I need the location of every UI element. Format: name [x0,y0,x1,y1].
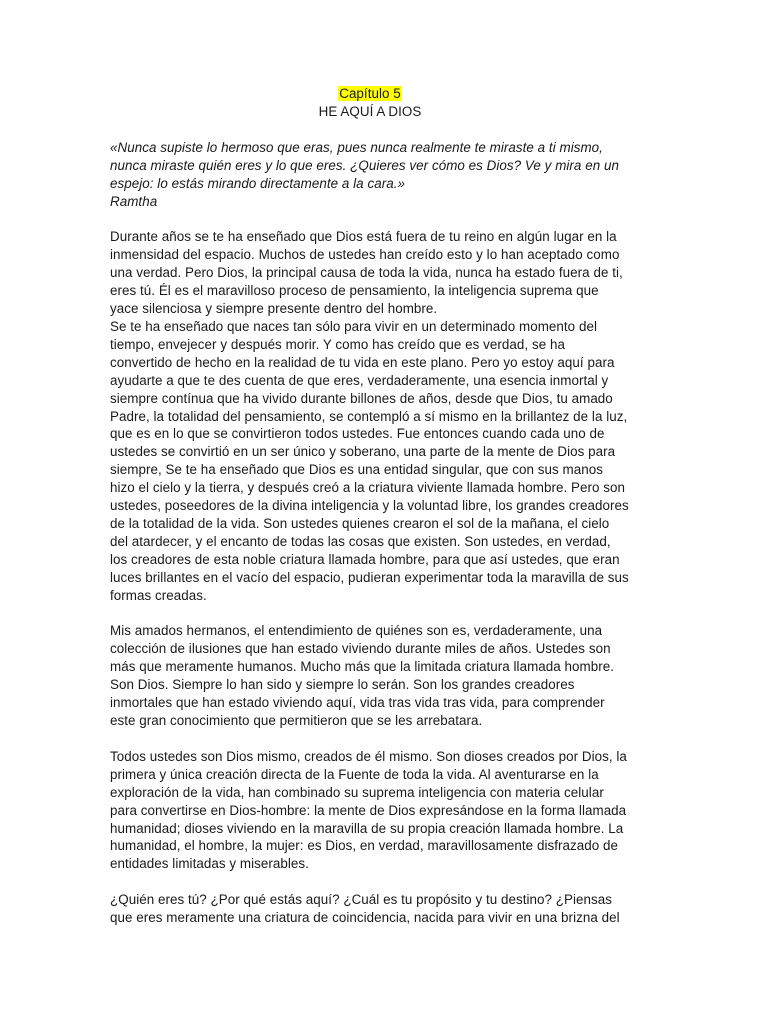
chapter-label: Capítulo 5 [339,86,401,101]
epigraph-author: Ramtha [110,193,158,209]
paragraph-1: Durante años se te ha enseñado que Dios está fuera de tu reino en algún lugar en la inmensidad del espacio. Muchos de ustedes han creído esto y lo han aceptado como una verdad. Pero Dios, la principal causa de toda la vida, nunca ha estado fuera de ti, eres tú. Él es el maravilloso proceso de pensamiento, la inteligencia suprema que yace silenciosa y siempre presente dentro del hombre. [110,229,623,317]
paragraph-2: Se te ha enseñado que naces tan sólo para vivir en un determinado momento del tiempo, envejecer y después morir. Y como has creído que es verdad, se ha convertido de hecho en la realidad de tu vida en este plano. Pero yo estoy aquí para ayudarte a que te des cuenta de que eres, verdaderamente, una esencia inmortal y siempre contínua que ha vivido durante billones de años, desde que Dios, tu amado Padre, la totalidad del pensamiento, se contempló a sí mismo en la brillantez de la luz, que es en lo que se convirtieron todos ustedes. Fue entonces cuando cada uno de ustedes se convirtió en un ser único y soberano, una parte de la mente de Dios para siempre, Se te ha enseñado que Dios es una entidad singular, que con sus manos hizo el cielo y la tierra, y después creó a la criatura viviente llamada hombre. Pero son ustedes, poseedores de la divina inteligencia y la voluntad libre, los grandes creadores de la totalidad de la vida. Son ustedes quienes crearon el sol de la mañana, el cielo del atardecer, y el encanto de todas las cosas que existen. Son ustedes, en verdad, los creadores de esta noble criatura llamada hombre, para que así ustedes, que eran luces brillantes en el vacío del espacio, pudieran experimentar toda la maravilla de sus formas creadas. [110,318,629,603]
paragraph-3: Mis amados hermanos, el entendimiento de quiénes son es, verdaderamente, una colección de ilusiones que han estado viviendo durante miles de años. Ustedes son más que meramente humanos. Mucho más que la limitada criatura llamada hombre. Son Dios. Siempre lo han sido y siempre lo serán. Son los grandes creadores inmortales que han estado viviendo aquí, vida tras vida tras vida, para comprender este gran conocimiento que permitieron que se les arrebatara. [110,623,615,728]
paragraph-5: ¿Quién eres tú? ¿Por qué estás aquí? ¿Cuál es tu propósito y tu destino? ¿Piensas que eres meramente una criatura de coincidencia, nacida para vivir en una brizna del [110,892,620,926]
chapter-heading [110,85,630,103]
epigraph-quote: «Nunca supiste lo hermoso que eras, pues nunca realmente te miraste a ti mismo, nunca miraste quién eres y lo que eres. ¿Quieres ver cómo es Dios? Ve y mira en un espejo: lo estás mirando directamente a la cara.» [110,139,619,191]
chapter-title: HE AQUÍ A DIOS [318,103,422,119]
paragraph-4: Todos ustedes son Dios mismo, creados de él mismo. Son dioses creados por Dios, la primera y única creación directa de la Fuente de toda la vida. Al aventurarse en la exploración de la vida, han combinado su suprema inteligencia con materia celular para convertirse en Dios-hombre: la mente de Dios expresándose en la forma llamada humanidad; dioses viviendo en la maravilla de su propia creación llamada hombre. La humanidad, el hombre, la mujer: es Dios, en verdad, maravillosamente disfrazado de entidades limitadas y miserables. [110,748,627,872]
document-page [110,85,630,927]
